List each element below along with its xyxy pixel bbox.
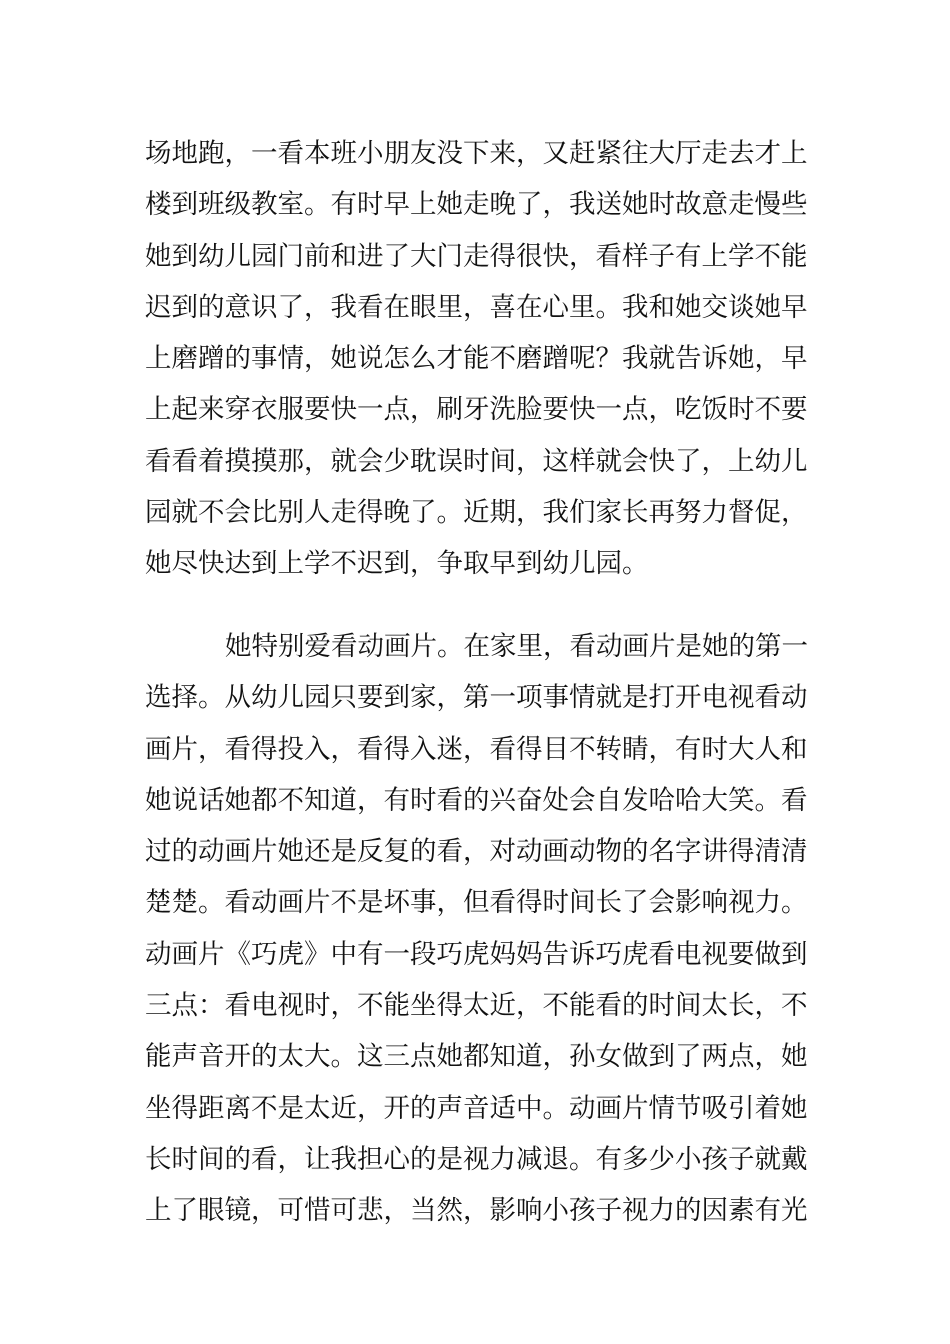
- paragraph-line: 动画片《巧虎》中有一段巧虎妈妈告诉巧虎看电视要做到: [145, 938, 808, 970]
- paragraph-line: 迟到的意识了，我看在眼里，喜在心里。我和她交谈她早: [145, 291, 808, 323]
- paragraph-line: 选择。从幼儿园只要到家，第一项事情就是打开电视看动: [145, 682, 808, 714]
- paragraph-line: 坐得距离不是太近，开的声音适中。动画片情节吸引着她: [145, 1092, 808, 1124]
- paragraph-line: 过的动画片她还是反复的看，对动画动物的名字讲得清清: [145, 836, 808, 868]
- paragraph-1: [145, 128, 810, 590]
- paragraph-line: 看看着摸摸那，就会少耽误时间，这样就会快了，上幼儿: [145, 445, 808, 477]
- paragraph-first-line: 她特别爱看动画片。在家里，看动画片是她的第一: [225, 631, 808, 662]
- paragraph-line: 上了眼镜，可惜可悲，当然，影响小孩子视力的因素有光: [145, 1195, 808, 1227]
- paragraph-line: 上起来穿衣服要快一点，刷牙洗脸要快一点，吃饭时不要: [145, 394, 808, 426]
- paragraph-line: 她尽快达到上学不迟到，争取早到幼儿园。: [145, 548, 649, 580]
- paragraph-line: 楚楚。看动画片不是坏事，但看得时间长了会影响视力。: [145, 887, 808, 919]
- paragraph-line: 三点：看电视时，不能坐得太近，不能看的时间太长，不: [145, 990, 808, 1022]
- paragraph-line: 画片，看得投入，看得入迷，看得目不转睛，有时大人和: [145, 733, 808, 765]
- paragraph-line: 场地跑，一看本班小朋友没下来，又赶紧往大厅走去才上: [145, 138, 808, 169]
- paragraph-2: [145, 621, 810, 1237]
- paragraph-line: 长时间的看，让我担心的是视力减退。有多少小孩子就戴: [145, 1143, 808, 1175]
- paragraph-line: 她到幼儿园门前和进了大门走得很快，看样子有上学不能: [145, 240, 808, 272]
- paragraph-line: 她说话她都不知道，有时看的兴奋处会自发哈哈大笑。看: [145, 784, 808, 816]
- paragraph-line: 楼到班级教室。有时早上她走晚了，我送她时故意走慢些: [145, 189, 808, 221]
- paragraph-line: 园就不会比别人走得晚了。近期，我们家长再努力督促，: [145, 497, 808, 529]
- paragraph-line: 上磨蹭的事情，她说怎么才能不磨蹭呢？我就告诉她，早: [145, 343, 808, 375]
- paragraph-line: 能声音开的太大。这三点她都知道，孙女做到了两点，她: [145, 1041, 808, 1073]
